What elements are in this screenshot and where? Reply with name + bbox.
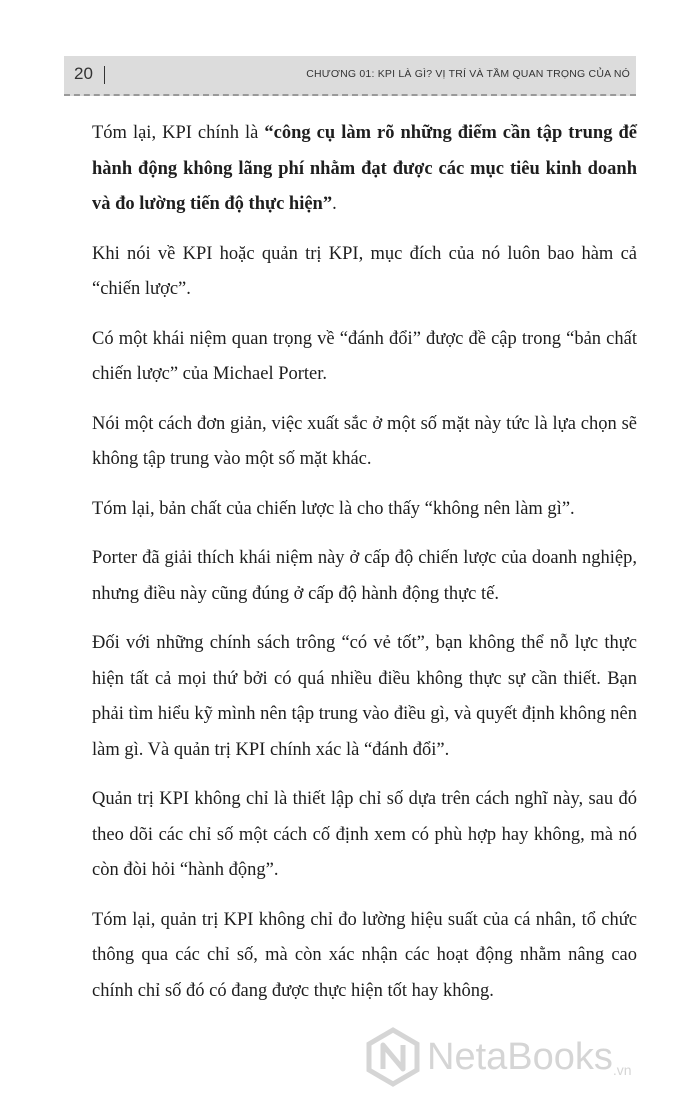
paragraph-1-intro: Tóm lại, KPI chính là: [92, 123, 265, 143]
page-header: [64, 56, 636, 96]
running-head: CHƯƠNG 01: KPI LÀ GÌ? VỊ TRÍ VÀ TẦM QUAN TRỌNG CỦA NÓ: [306, 68, 630, 80]
paragraph-1: [92, 116, 637, 223]
watermark-suffix: .vn: [612, 1062, 632, 1078]
paragraph-1-bold: “công cụ làm rõ những điểm cần tập trung để hành động không lãng phí nhằm đạt được các mục tiêu kinh doanh và đo lường tiến độ thực hiện”: [92, 123, 637, 214]
paragraph-2: Khi nói về KPI hoặc quản trị KPI, mục đích của nó luôn bao hàm cả “chiến lược”.: [92, 243, 637, 299]
paragraph-1-end: .: [332, 194, 337, 214]
paragraph-8: Quản trị KPI không chỉ là thiết lập chỉ số dựa trên cách nghĩ này, sau đó theo dõi các chỉ số một cách cố định xem có phù hợp hay không, mà nó còn đòi hỏi “hành động”.: [92, 789, 637, 880]
paragraph-4: Nói một cách đơn giản, việc xuất sắc ở một số mặt này tức là lựa chọn sẽ không tập trung vào một số mặt khác.: [92, 413, 637, 469]
paragraph-7: Đối với những chính sách trông “có vẻ tốt”, bạn không thể nỗ lực thực hiện tất cả mọi thứ bởi có quá nhiều điều không thực sự cần thiết. Bạn phải tìm hiểu kỹ mình nên tập trung vào điều gì, và quyết định không nên làm gì. Và quản trị KPI chính xác là “đánh đổi”.: [92, 633, 637, 760]
header-separator: [104, 66, 105, 84]
paragraph-9: Tóm lại, quản trị KPI không chỉ đo lường hiệu suất của cá nhân, tổ chức thông qua các chỉ số, mà còn xác nhận các hoạt động nhằm nâng cao chính chỉ số đó có đang được thực hiện tốt hay không.: [92, 909, 637, 1001]
paragraph-6: Porter đã giải thích khái niệm này ở cấp độ chiến lược của doanh nghiệp, nhưng điều này cũng đúng ở cấp độ hành động thực tế.: [92, 548, 637, 604]
watermark: [363, 1022, 693, 1092]
paragraph-5: Tóm lại, bản chất của chiến lược là cho thấy “không nên làm gì”.: [92, 498, 575, 519]
page-body: [92, 116, 637, 1023]
paragraph-3: Có một khái niệm quan trọng về “đánh đổi” được đề cập trong “bản chất chiến lược” của Michael Porter.: [92, 328, 637, 384]
watermark-text: NetaBooks: [427, 1035, 613, 1078]
page-number: 20: [74, 64, 93, 83]
netabooks-logo-icon: [363, 1027, 423, 1087]
